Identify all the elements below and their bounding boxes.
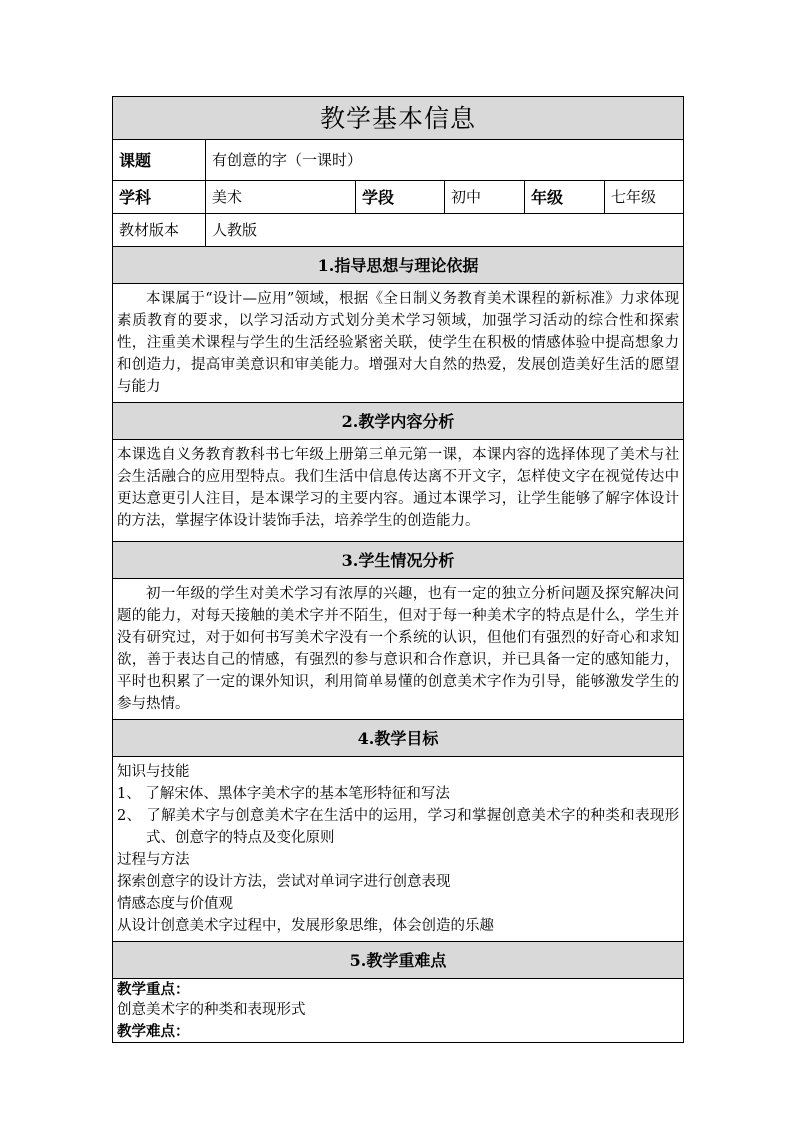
section2-body-row	[113, 440, 684, 542]
goal-knowledge-title: 知识与技能	[117, 764, 190, 780]
difficult-point-label: 教学难点：	[117, 1023, 190, 1040]
title-row	[113, 97, 684, 140]
section-heading-content-analysis: 2.教学内容分析	[113, 403, 684, 440]
key-point-text: 创意美术字的种类和表现形式	[117, 1002, 306, 1018]
key-points-cell	[113, 979, 684, 1043]
lesson-plan-document	[112, 96, 683, 1043]
section2-heading-row	[113, 403, 684, 440]
grade-label: 年级	[525, 181, 605, 214]
section-heading-student-analysis: 3.学生情况分析	[113, 542, 684, 579]
edition-label: 教材版本	[113, 214, 206, 247]
grade-value: 七年级	[605, 181, 684, 214]
goal-emotion-text: 从设计创意美术字过程中，发展形象思维，体会创造的乐趣	[117, 918, 494, 934]
section1-body-row	[113, 284, 684, 403]
key-point-label: 教学重点：	[117, 981, 190, 998]
section5-heading-row	[113, 942, 684, 979]
teaching-goals-cell	[113, 757, 684, 942]
edition-value: 人教版	[206, 214, 684, 247]
goal-process-title: 过程与方法	[117, 852, 190, 868]
section-heading-teaching-goals: 4.教学目标	[113, 720, 684, 757]
goal-item-1: 1、 了解宋体、黑体字美术字的基本笔形特征和写法	[117, 786, 450, 802]
topic-row	[113, 140, 684, 181]
section-heading-key-points: 5.教学重难点	[113, 942, 684, 979]
subject-row	[113, 181, 684, 214]
section4-body-row	[113, 757, 684, 942]
lesson-info-table	[112, 96, 684, 1043]
goal-emotion-title: 情感态度与价值观	[117, 896, 233, 912]
section3-body-row	[113, 579, 684, 720]
content-analysis-text: 本课选自义务教育教科书七年级上册第三单元第一课，本课内容的选择体现了美术与社会生活融合的应用型特点。我们生活中信息传达离不开文字，怎样使文字在视觉传达中更达意更引人注目，是本课学习的主要内容。通过本课学习，让学生能够了解字体设计的方法，掌握字体设计装饰手法，培养学生的创造能力。	[113, 440, 684, 542]
edition-row	[113, 214, 684, 247]
student-analysis-text: 初一年级的学生对美术学习有浓厚的兴趣，也有一定的独立分析问题及探究解决问题的能力，对每天接触的美术字并不陌生，但对于每一种美术字的特点是什么，学生并没有研究过，对于如何书写美术字没有一个系统的认识，但他们有强烈的好奇心和求知欲，善于表达自己的情感，有强烈的参与意识和合作意识，并已具备一定的感知能力，平时也积累了一定的课外知识，利用简单易懂的创意美术字作为引导，能够激发学生的参与热情。	[113, 579, 684, 720]
section3-heading-row	[113, 542, 684, 579]
section-heading-guiding-theory: 1.指导思想与理论依据	[113, 247, 684, 284]
subject-value: 美术	[206, 181, 356, 214]
section4-heading-row	[113, 720, 684, 757]
stage-label: 学段	[356, 181, 445, 214]
stage-value: 初中	[445, 181, 525, 214]
document-title: 教学基本信息	[113, 97, 684, 140]
goal-item-2: 2、 了解美术字与创意美术字在生活中的运用，学习和掌握创意美术字的种类和表现形式、创意字的特点及变化原则	[117, 808, 680, 846]
topic-label: 课题	[113, 140, 206, 181]
guiding-theory-text: 本课属于“设计—应用”领域，根据《全日制义务教育美术课程的新标准》力求体现素质教育的要求，以学习活动方式划分美术学习领域，加强学习活动的综合性和探索性，注重美术课程与学生的生活经验紧密关联，使学生在积极的情感体验中提高想象力和创造力，提高审美意识和审美能力。增强对大自然的热爱，发展创造美好生活的愿望与能力	[113, 284, 684, 403]
section5-body-row	[113, 979, 684, 1043]
section1-heading-row	[113, 247, 684, 284]
topic-value: 有创意的字（一课时）	[206, 140, 684, 181]
goal-process-text: 探索创意字的设计方法，尝试对单词字进行创意表现	[117, 874, 451, 890]
subject-label: 学科	[113, 181, 206, 214]
